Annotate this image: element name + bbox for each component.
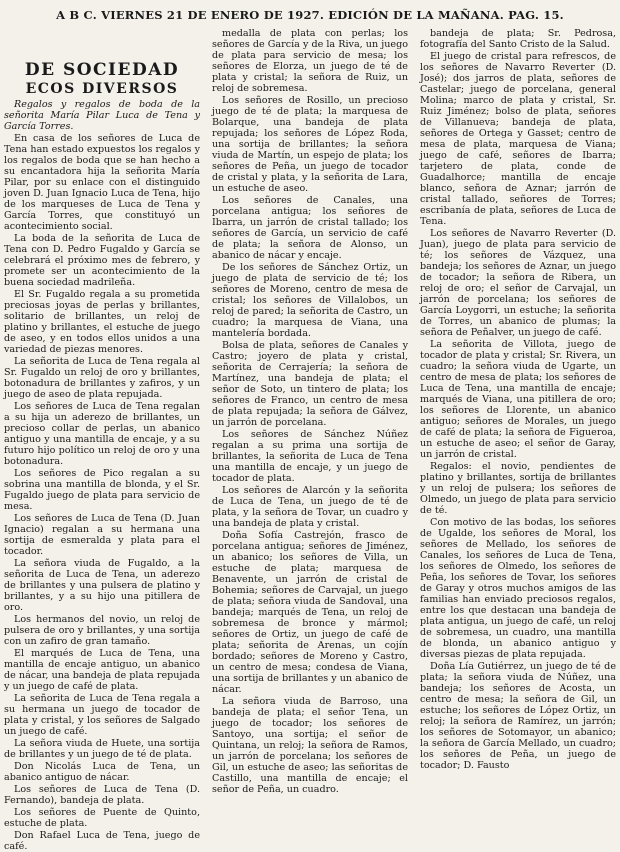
paragraph: Los señores de Rosillo, un precioso juego de té de plata; la marquesa de Bolarque, una bandeja de plata repujada; los señores de López Roda, una sortija de brillantes; la señora viuda de Martín, un espejo de plata; los señores de Peña, un juego de tocador de cristal y plata, y la señorita de Lara, un estuche de aseo. [212,95,408,194]
paragraph: Bolsa de plata, señores de Canales y Castro; joyero de plata y cristal, señorita de Cerrajería; la señora de Martínez, una bandeja de plata; el señor de Soto, un tintero de plata; los señores de Franco, un centro de mesa de plata repujada; la señora de Gálvez, un jarrón de porcelana. [212,340,408,428]
column-left [4,28,200,852]
paragraph: El juego de cristal para refrescos, de los señores de Navarro Reverter (D. José); dos jarros de plata, señores de Castelar; juego de porcelana, general Molina; marco de plata y cristal, Sr. Ruiz Jiménez; bolso de plata, señores de Villanueva; bandeja de plata, señores de Ortega y Gasset; centro de mesa de plata, marquesa de Viana; juego de café, señores de Ibarra; tarjetero de plata, conde de Guadalhorce; mantilla de encaje blanco, señora de Aznar; jarrón de cristal tallado, señores de Torres; escribanía de plata, señores de Luca de Tena. [420,51,616,227]
paragraph: Los señores de Pico regalan a su sobrina una mantilla de blonda, y el Sr. Fugaldo juego de plata para servicio de mesa. [4,467,200,512]
paragraph: Doña Lía Gutiérrez, un juego de té de plata; la señora viuda de Núñez, una bandeja; los señores de Acosta, un centro de mesa; la señora de Gil, un estuche; los señores de López Ortiz, un reloj; la señora de Ramírez, un jarrón; los señores de Sotomayor, un abanico; la señora de García Mellado, un cuadro; los señores de Peña, un juego de tocador; D. Fausto [420,661,616,771]
paragraph: Don Nicolás Luca de Tena, un abanico antiguo de nácar. [4,760,200,783]
paragraph: Los señores de Navarro Reverter (D. Juan), juego de plata para servicio de té; los señores de Vázquez, una bandeja; los señores de Aznar, un juego de tocador; la señora de Ribera, un reloj de oro; el señor de Carvajal, un jarrón de porcelana; los señores de García Loygorri, un estuche; la señorita de Torres, un abanico de plumas; la señora de Peñalver, un juego de café. [420,228,616,338]
paragraph: El marqués de Luca de Tena, una mantilla de encaje antiguo, un abanico de nácar, una bandeja de plata repujada y un juego de café de plata. [4,647,200,692]
paragraph: La boda de la señorita de Luca de Tena con D. Pedro Fugaldo y García se celebrará el próximo mes de febrero, y promete ser un acontecimiento de la buena sociedad madrileña. [4,232,200,288]
paragraph: De los señores de Sánchez Ortiz, un juego de plata de servicio de té; los señores de Moreno, centro de mesa de cristal; los señores de Villalobos, un reloj de pared; la señorita de Castro, un cuadro; la marquesa de Viana, una mantelería bordada. [212,262,408,339]
paragraph: En casa de los señores de Luca de Tena han estado expuestos los regalos y los regalos de boda que se han hecho a su encantadora hija la señorita María Pilar, por su enlace con el distinguido joven D. Juan Ignacio Luca de Tena, hijo de los marqueses de Luca de Tena y García Torres, que constituyó un acontecimiento social. [4,132,200,232]
paragraph: Regalos: el novio, pendientes de platino y brillantes, sortija de brillantes y un reloj de pulsera; los señores de Olmedo, un juego de plata para servicio de té. [420,461,616,516]
section-subtitle: ECOS DIVERSOS [25,80,179,97]
paragraph: El Sr. Fugaldo regala a su prometida preciosas joyas de perlas y brillantes, solitario de brillantes, un reloj de platino y brillantes, el estuche de juego de aseo, y en todos ellos unidos a una variedad de piezas menores. [4,288,200,355]
column-right [420,28,616,836]
page-header: A B C. VIERNES 21 DE ENERO DE 1927. EDICIÓN DE LA MAÑANA. PAG. 15. [56,8,564,22]
article-columns [4,28,616,852]
column-middle [212,28,408,836]
paragraph: Con motivo de las bodas, los señores de Ugalde, los señores de Moral, los señores de Mellado, los señores de Canales, los señores de Luca de Tena, los señores de Olmedo, los señores de Peña, los señores de Tovar, los señores de Garay y otros muchos amigos de las familias han enviado preciosos regalos, entre los que destacan una bandeja de plata antigua, un juego de café, un reloj de sobremesa, un cuadro, una mantilla de blonda, un abanico antiguo y diversas piezas de plata repujada. [420,517,616,660]
section-title: DE SOCIEDAD [24,60,180,80]
paragraph: Don Rafael Luca de Tena, juego de café. [4,829,200,852]
paragraph: La señorita de Villota, juego de tocador de plata y cristal; Sr. Rivera, un cuadro; la señora viuda de Ugarte, un centro de mesa de plata; los señores de Luca de Tena, una mantilla de encaje; marqués de Viana, una pitillera de oro; los señores de Llorente, un abanico antiguo; señores de Morales, un juego de café de plata; la señora de Figueroa, un estuche de aseo; el señor de Garay, un jarrón de cristal. [420,339,616,460]
paragraph: Los señores de Canales, una porcelana antigua; los señores de Ibarra, un jarrón de cristal tallado; los señores de García, un servicio de café de plata; la señora de Alonso, un abanico de nácar y encaje. [212,195,408,261]
paragraph: La señora viuda de Barroso, una bandeja de plata; el señor Tena, un juego de tocador; los señores de Santoyo, una sortija; el señor de Quintana, un reloj; la señora de Ramos, un jarrón de porcelana; los señores de Gil, un estuche de aseo; las señoritas de Castillo, una mantilla de encaje; el señor de Peña, un cuadro. [212,696,408,795]
paragraph: medalla de plata con perlas; los señores de García y de la Riva, un juego de plata para servicio de mesa; los señores de Elorza, un juego de té de plata y cristal; la señora de Ruiz, un reloj de sobremesa. [212,28,408,94]
paragraph: Los señores de Luca de Tena regalan a su hija un aderezo de brillantes, un precioso collar de perlas, un abanico antiguo y una mantilla de encaje, y a su futuro hijo político un reloj de oro y una botonadura. [4,400,200,467]
paragraph: Los señores de Sánchez Núñez regalan a su prima una sortija de brillantes, la señorita de Luca de Tena una mantilla de encaje, y un juego de tocador de plata. [212,429,408,484]
paragraph: Los señores de Luca de Tena (D. Juan Ignacio) regalan a su hermana una sortija de esmeralda y plata para el tocador. [4,512,200,557]
paragraph: La señora viuda de Huete, una sortija de brillantes y un juego de té de plata. [4,737,200,760]
paragraph: bandeja de plata; Sr. Pedrosa, fotografía del Santo Cristo de la Salud. [420,28,616,50]
paragraph: Los señores de Puente de Quinto, estuche de plata. [4,806,200,829]
paragraph: Los hermanos del novio, un reloj de pulsera de oro y brillantes, y una sortija con un zafiro de gran tamaño. [4,613,200,647]
paragraph: La señorita de Luca de Tena regala a su hermana un juego de tocador de plata y cristal, y los señores de Salgado un juego de café. [4,692,200,737]
paragraph: La señorita de Luca de Tena regala al Sr. Fugaldo un reloj de oro y brillantes, botonadura de brillantes y zafiros, y un juego de aseo de plata repujada. [4,355,200,400]
paragraph: Doña Sofía Castrejón, frasco de porcelana antigua; señores de Jiménez, un abanico; los señores de Villa, un estuche de plata; marquesa de Benavente, un jarrón de cristal de Bohemia; señores de Carvajal, un juego de plata; señora viuda de Sandoval, una bandeja; marqués de Tena, un reloj de sobremesa de bronce y mármol; señores de Ortiz, un juego de café de plata; señorita de Arenas, un cojín bordado; señores de Moreno y Castro, un centro de mesa; condesa de Viana, una sortija de brillantes y un abanico de nácar. [212,530,409,695]
paragraph: Los señores de Alarcón y la señorita de Luca de Tena, un juego de té de plata, y la señora de Tovar, un cuadro y una bandeja de plata y cristal. [212,485,408,529]
paragraph: La señora viuda de Fugaldo, a la señorita de Luca de Tena, un aderezo de brillantes y una pulsera de platino y brillantes, y a su hijo una pitillera de oro. [4,557,200,613]
paragraph: Regalos y regalos de boda de la señorita María Pilar Luca de Tena y García Torres. [4,98,200,132]
paragraph: Los señores de Luca de Tena (D. Fernando), bandeja de plata. [4,783,200,806]
